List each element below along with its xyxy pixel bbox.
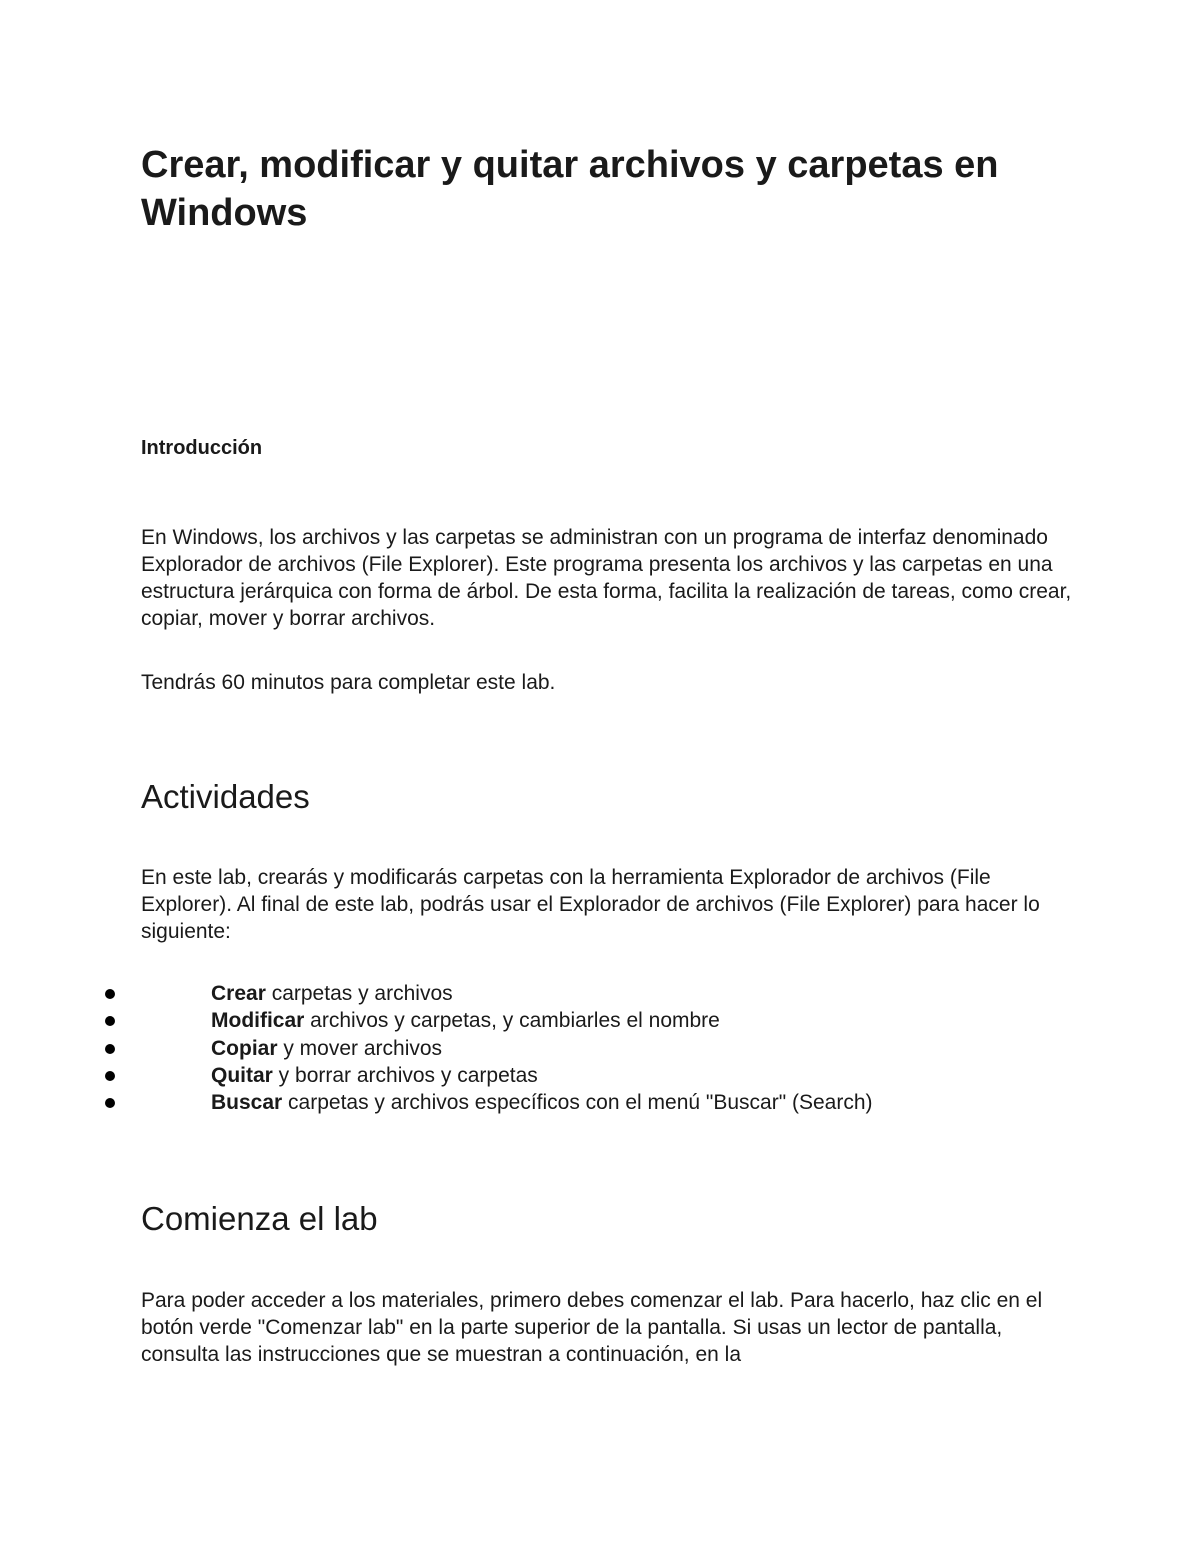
list-item (0, 1035, 1100, 1062)
list-item-bold: Buscar (211, 1091, 283, 1115)
intro-heading: Introducción (141, 437, 263, 459)
list-item (0, 1007, 1100, 1034)
list-item (0, 1089, 1100, 1116)
list-item-text: y borrar archivos y carpetas (272, 1063, 538, 1087)
bullet-dot-icon (105, 1071, 115, 1081)
list-item-bold: Modificar (211, 1009, 305, 1033)
list-item-bold: Quitar (211, 1063, 273, 1087)
start-paragraph: Para poder acceder a los materiales, primero debes comenzar el lab. Para hacerlo, haz clic en el botón verde "Comenzar lab" en la parte superior de la pantalla. Si usas un lector de pantalla, consulta las instrucciones que se muestran a continuación, en la (141, 1289, 1043, 1366)
list-item-bold: Crear (211, 982, 266, 1005)
list-item (0, 980, 1100, 1007)
bullet-dot-icon (105, 1016, 115, 1026)
list-item-text: archivos y carpetas, y cambiarles el nombre (304, 1009, 720, 1033)
time-note: Tendrás 60 minutos para completar este lab. (141, 671, 556, 694)
intro-paragraph: En Windows, los archivos y las carpetas se administran con un programa de interfaz denominado Explorador de archivos (File Explorer). Este programa presenta los archivos y las carpetas en una estructura jerárquica con forma de árbol. De esta forma, facilita la realización de tareas, como crear, copiar, mover y borrar archivos. (141, 526, 1072, 630)
bullet-dot-icon (105, 1098, 115, 1108)
activities-heading: Actividades (141, 778, 310, 815)
list-item-text: carpetas y archivos específicos con el menú "Buscar" (Search) (282, 1091, 873, 1115)
activities-paragraph: En este lab, crearás y modificarás carpetas con la herramienta Explorador de archivos (File Explorer). Al final de este lab, podrás usar el Explorador de archivos (File Explorer) para hacer lo siguiente: (141, 866, 1040, 943)
bullet-dot-icon (105, 989, 115, 999)
bullet-dot-icon (105, 1044, 115, 1054)
list-item-bold: Copiar (211, 1036, 278, 1060)
list-item-text: carpetas y archivos (265, 982, 453, 1005)
list-item-text: y mover archivos (277, 1036, 443, 1060)
page-title: Crear, modificar y quitar archivos y carpetas en Windows (141, 144, 999, 234)
start-heading: Comienza el lab (141, 1200, 378, 1237)
list-item (0, 1062, 1100, 1089)
activities-list (0, 980, 1100, 1116)
